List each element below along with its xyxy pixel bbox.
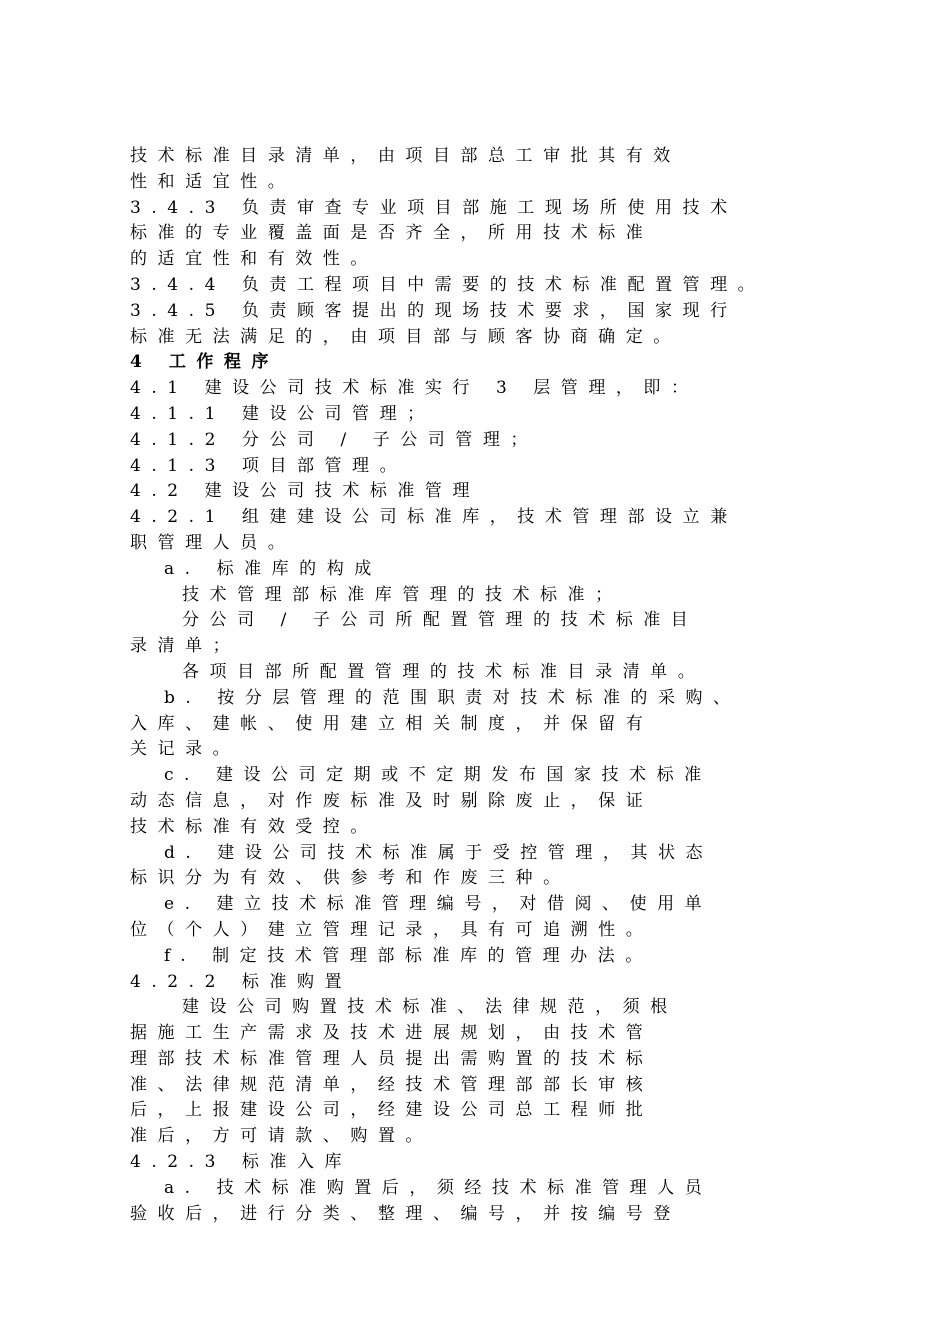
text-line: 入库、建帐、使用建立相关制度，并保留有 bbox=[130, 713, 654, 734]
text-line: 3.4.3 负责审查专业项目部施工现场所使用技术 bbox=[130, 197, 738, 218]
text-line: 4.2.2 标准购置 bbox=[130, 971, 353, 992]
text-line: 录清单； bbox=[130, 636, 241, 657]
text-line: 各项目部所配置管理的技术标准目录清单。 bbox=[182, 661, 706, 682]
text-line: e. 建立技术标准管理编号，对借阅、使用单 bbox=[164, 894, 713, 915]
text-line: a. 标准库的构成 bbox=[164, 558, 382, 579]
text-line: 动态信息，对作废标准及时剔除废止，保证 bbox=[130, 790, 654, 811]
text-line: 3.4.5 负责顾客提出的现场技术要求，国家现行 bbox=[130, 300, 738, 321]
text-line: 后，上报建设公司，经建设公司总工程师批 bbox=[130, 1100, 654, 1121]
text-line: 4.1.1 建设公司管理； bbox=[130, 403, 435, 424]
text-line: 3.4.4 负责工程项目中需要的技术标准配置管理。 bbox=[130, 274, 766, 295]
text-line: 技术管理部标准库管理的技术标准； bbox=[182, 584, 623, 605]
text-line: 4.2.3 标准入库 bbox=[130, 1152, 353, 1173]
text-line: 技术标准有效受控。 bbox=[130, 816, 378, 837]
text-line: a. 技术标准购置后，须经技术标准管理人员 bbox=[164, 1177, 713, 1198]
text-line: c. 建设公司定期或不定期发布国家技术标准 bbox=[164, 765, 712, 786]
text-line: 标识分为有效、供参考和作废三种。 bbox=[130, 868, 571, 889]
section-heading: 4 工作程序 bbox=[130, 352, 279, 373]
text-line: 关记录。 bbox=[130, 739, 241, 760]
text-line: d. 建设公司技术标准属于受控管理，其状态 bbox=[164, 842, 714, 863]
text-line: 准、法律规范清单，经技术管理部部长审核 bbox=[130, 1074, 654, 1095]
text-line: b. 按分层管理的范围职责对技术标准的采购、 bbox=[164, 687, 741, 708]
text-line: 4.2 建设公司技术标准管理 bbox=[130, 481, 480, 502]
text-line: 据施工生产需求及技术进展规划，由技术管 bbox=[130, 1023, 654, 1044]
text-line: 技术标准目录清单，由项目部总工审批其有效 bbox=[130, 146, 681, 166]
text-line: 4.2.1 组建建设公司标准库，技术管理部设立兼 bbox=[130, 507, 738, 528]
text-line: 理部技术标准管理人员提出需购置的技术标 bbox=[130, 1048, 654, 1069]
text-line: 准后，方可请款、购置。 bbox=[130, 1126, 433, 1147]
text-line: 验收后，进行分类、整理、编号，并按编号登 bbox=[130, 1203, 681, 1224]
text-line: 4.1.2 分公司 / 子公司管理； bbox=[130, 429, 538, 450]
text-line: 的适宜性和有效性。 bbox=[130, 249, 378, 270]
text-line: 4.1.3 项目部管理。 bbox=[130, 455, 408, 476]
text-line: 建设公司购置技术标准、法律规范，须根 bbox=[182, 997, 678, 1018]
text-line: 分公司 / 子公司所配置管理的技术标准目 bbox=[182, 610, 699, 631]
text-line: 职管理人员。 bbox=[130, 532, 296, 553]
text-line: 4.1 建设公司技术标准实行 3 层管理，即： bbox=[130, 378, 699, 399]
text-line: f. 制定技术管理部标准库的管理办法。 bbox=[164, 945, 653, 966]
text-line: 位（个人）建立管理记录，具有可追溯性。 bbox=[130, 919, 654, 940]
text-line: 标准无法满足的，由项目部与顾客协商确定。 bbox=[130, 326, 681, 347]
text-line: 性和适宜性。 bbox=[130, 171, 296, 192]
text-line: 标准的专业覆盖面是否齐全，所用技术标准 bbox=[130, 223, 654, 244]
document-body bbox=[130, 144, 810, 1227]
